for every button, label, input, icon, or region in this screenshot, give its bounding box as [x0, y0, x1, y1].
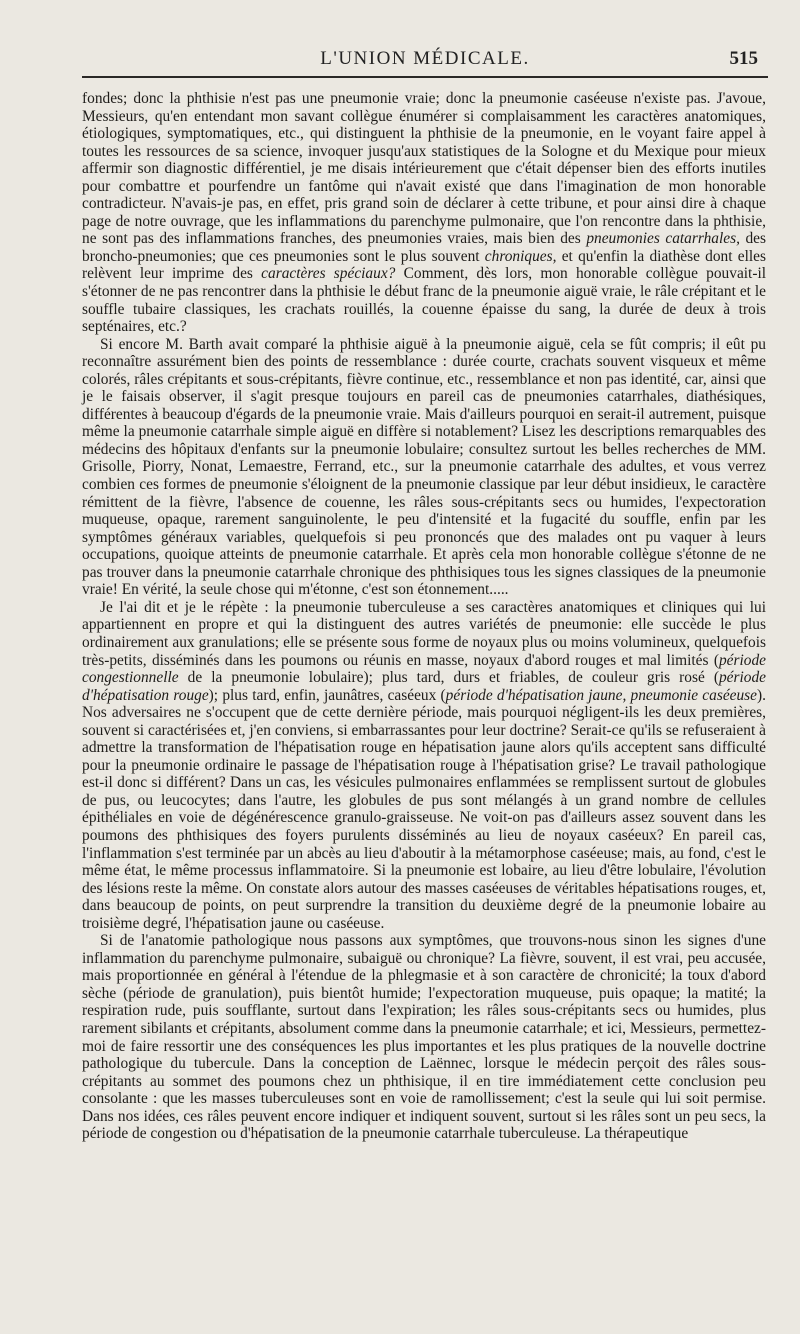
text-run: Si de l'anatomie pathologique nous passons aux symptômes, que trouvons-nous sinon les signes d'une inflammation du parenchyme pulmonaire, subaiguë ou chronique? La fièvre, souvent, il est vrai, peu accusée, mais proportionnée en général à l'étendue de la phlegmasie et à son caractère de chronicité; la toux d'abord sèche (période de granulation), puis bientôt humide; l'expectoration muqueuse, puis opaque; la matité; la respiration rude, puis soufflante, surtout dans l'expiration; les râles sous-crépitants secs ou humides, plus rarement sibilants et crépitants, absolument comme dans la pneumonie catarrhale; et ici, Messieurs, permettez-moi de faire ressortir une des conséquences les plus importantes et les plus pratiques de la nouvelle doctrine pathologique du tubercule. Dans la conception de Laënnec, lorsque le médecin perçoit des râles sous-crépitants au sommet des poumons chez un phthisique, il en tire immédiatement cette conclusion peu consolante : que les masses tuberculeuses sont en voie de ramollissement; c'est la seule qui lui soit permise. Dans nos idées, ces râles peuvent encore indiquer et indiquent souvent, surtout si les râles sont un peu secs, la période de congestion ou d'hépatisation de la pneumonie catarrhale tuberculeuse. La thérapeutique — [82, 932, 766, 1143]
text-run: de la pneumonie lobulaire); plus tard, durs et friables, de couleur gris rosé ( — [178, 669, 719, 687]
italic-text: période d'hépatisation rouge — [82, 669, 766, 704]
italic-text: période congestionnelle — [82, 651, 766, 687]
text-run: Si encore M. Barth avait comparé la phthisie aiguë à la pneumonie aiguë, cela se fût compris; il eût pu reconnaître assurément bien des points de ressemblance : durée courte, crachats souvent visqueux et même colorés, râles crépitants et sous-crépitants, fièvre continue, etc., ressemblance et non pas identité, car, ainsi que je le faisais observer, il s'agit presque toujours en pareil cas de pneumonies catarrhales, diathésiques, différentes à beaucoup d'égards de la pneumonie vraie. Mais d'ailleurs pourquoi en serait-il autrement, puisque même la pneumonie catarrhale simple aiguë en diffère si notablement? Lisez les descriptions remarquables des médecins des hôpitaux d'enfants sur la pneumonie lobulaire; consultez surtout les belles recherches de MM. Grisolle, Piorry, Nonat, Lemaestre, Ferrand, etc., sur la pneumonie catarrhale des adultes, et vous verrez combien ces formes de pneumonie s'éloignent de la pneumonie classique par leur début insidieux, le caractère rémittent de la fièvre, l'absence de couenne, les râles sous-crépitants secs ou humides, l'expectoration muqueuse, opaque, rarement sanguinolente, le peu d'intensité et la fugacité du souffle, enfin par les symptômes généraux variables, quelquefois si peu prononcés que des malades ont pu vaquer à leurs occupations, quoique atteints de pneumonie catarrhale. Et après cela mon honorable collègue s'étonne de ne pas trouver dans la pneumonie catarrhale chronique des phthisiques tous les signes classiques de la pneumonie vraie! En vérité, la seule chose qui m'étonne, c'est son étonnement..... — [82, 335, 766, 599]
italic-text: pneumonies catarrhales, — [586, 230, 740, 248]
paragraph — [82, 932, 766, 1143]
italic-text: période d'hépatisation jaune, pneumonie caséeuse — [445, 686, 758, 704]
paragraph — [82, 599, 766, 932]
text-run: des broncho-pneumonies; que ces pneumonies sont le plus souvent — [82, 230, 766, 265]
header-rule — [82, 76, 768, 78]
text-run: ); plus tard, enfin, jaunâtres, caséeux ( — [208, 686, 446, 704]
text-run: et qu'enfin la diathèse dont elles relèvent leur imprime des — [82, 247, 766, 283]
page-header — [82, 44, 768, 72]
paragraph — [82, 336, 766, 599]
text-run: Je l'ai dit et je le répète : la pneumonie tuberculeuse a ses caractères anatomiques et cliniques qui lui appartiennent en propre et qui la distinguent des autres variétés de pneumonie: elle succède le plus ordinairement aux granulations; elle se présente sous forme de noyaux plus ou moins volumineux, quelquefois très-petits, disséminés dans les poumons ou réunis en masse, noyaux d'abord rouges et mal limités ( — [82, 598, 766, 669]
text-run: ). Nos adversaires ne s'occupent que de cette dernière période, mais pourquoi négligent-ils les deux premières, souvent si caractérisées et, j'en conviens, si embarrassantes pour leur doctrine? Serait-ce qu'ils se refuseraient à admettre la transformation de l'hépatisation rouge en hépatisation jaune alors qu'ils acceptent sans difficulté pour la pneumonie ordinaire le passage de l'hépatisation rouge à l'hépatisation grise? Le travail pathologique est-il donc si différent? Dans un cas, les vésicules pulmonaires enflammées se remplissent surtout de globules de pus, ou leucocytes; dans l'autre, les globules de pus sont mélangés à un grand nombre de cellules épithéliales en voie de dégénérescence granulo-graisseuse. Ne voit-on pas d'ailleurs assez souvent dans les poumons des phthisiques des foyers purulents disséminés au lieu de noyaux caséeux? En pareil cas, l'inflammation s'est terminée par un abcès au lieu d'aboutir à la métamorphose caséeuse; mais, au fond, c'est le même état, le même processus inflammatoire. Si la pneumonie est lobaire, au lieu d'être lobulaire, l'évolution des lésions reste la même. On constate alors autour des masses caséeuses de véritables hépatisations rouges, et, dans beaucoup de points, on peut surprendre la transition du deuxième degré de la pneumonie lobaire au troisième degré, l'hépatisation jaune ou caséeuse. — [82, 686, 766, 932]
text-run: Comment, dès lors, mon honorable collègue pouvait-il s'étonner de ne pas rencontrer dans la phthisie le début franc de la pneumonie aiguë vraie, le râle crépitant et le souffle tubaire classiques, les crachats rouillés, la couenne épaisse du sang, la durée de deux à trois septénaires, etc.? — [82, 265, 767, 336]
text-run: fondes; donc la phthisie n'est pas une pneumonie vraie; donc la pneumonie caséeuse n'existe pas. J'avoue, Messieurs, qu'en entendant mon savant collègue énumérer si complaisamment les caractères anatomiques, étiologiques, symptomatiques, etc., qui distinguent la phthisie de la pneumonie, en le voyant faire appel à toutes les ressources de sa science, invoquer jusqu'aux statistiques de la Sologne et du Mexique pour mieux affermir son diagnostic différentiel, je me disais intérieurement que c'était dépenser bien des efforts inutiles pour combattre et pourfendre un fantôme qui n'avait existé que dans l'imagination de mon honorable contradicteur. N'avais-je pas, en effet, pris grand soin de déclarer à cette tribune, et pour ainsi dire à chaque page de notre ouvrage, que les inflammations du parenchyme pulmonaire, que l'on rencontre dans la phthisie, ne sont pas des inflammations franches, des pneumonies vraies, mais bien des — [82, 90, 766, 248]
page-number: 515 — [729, 48, 758, 69]
body-text — [82, 90, 766, 1143]
italic-text: chroniques, — [484, 247, 557, 265]
italic-text: caractères spéciaux? — [261, 265, 396, 283]
paragraph — [82, 90, 766, 336]
running-title: L'UNION MÉDICALE. — [320, 48, 530, 69]
